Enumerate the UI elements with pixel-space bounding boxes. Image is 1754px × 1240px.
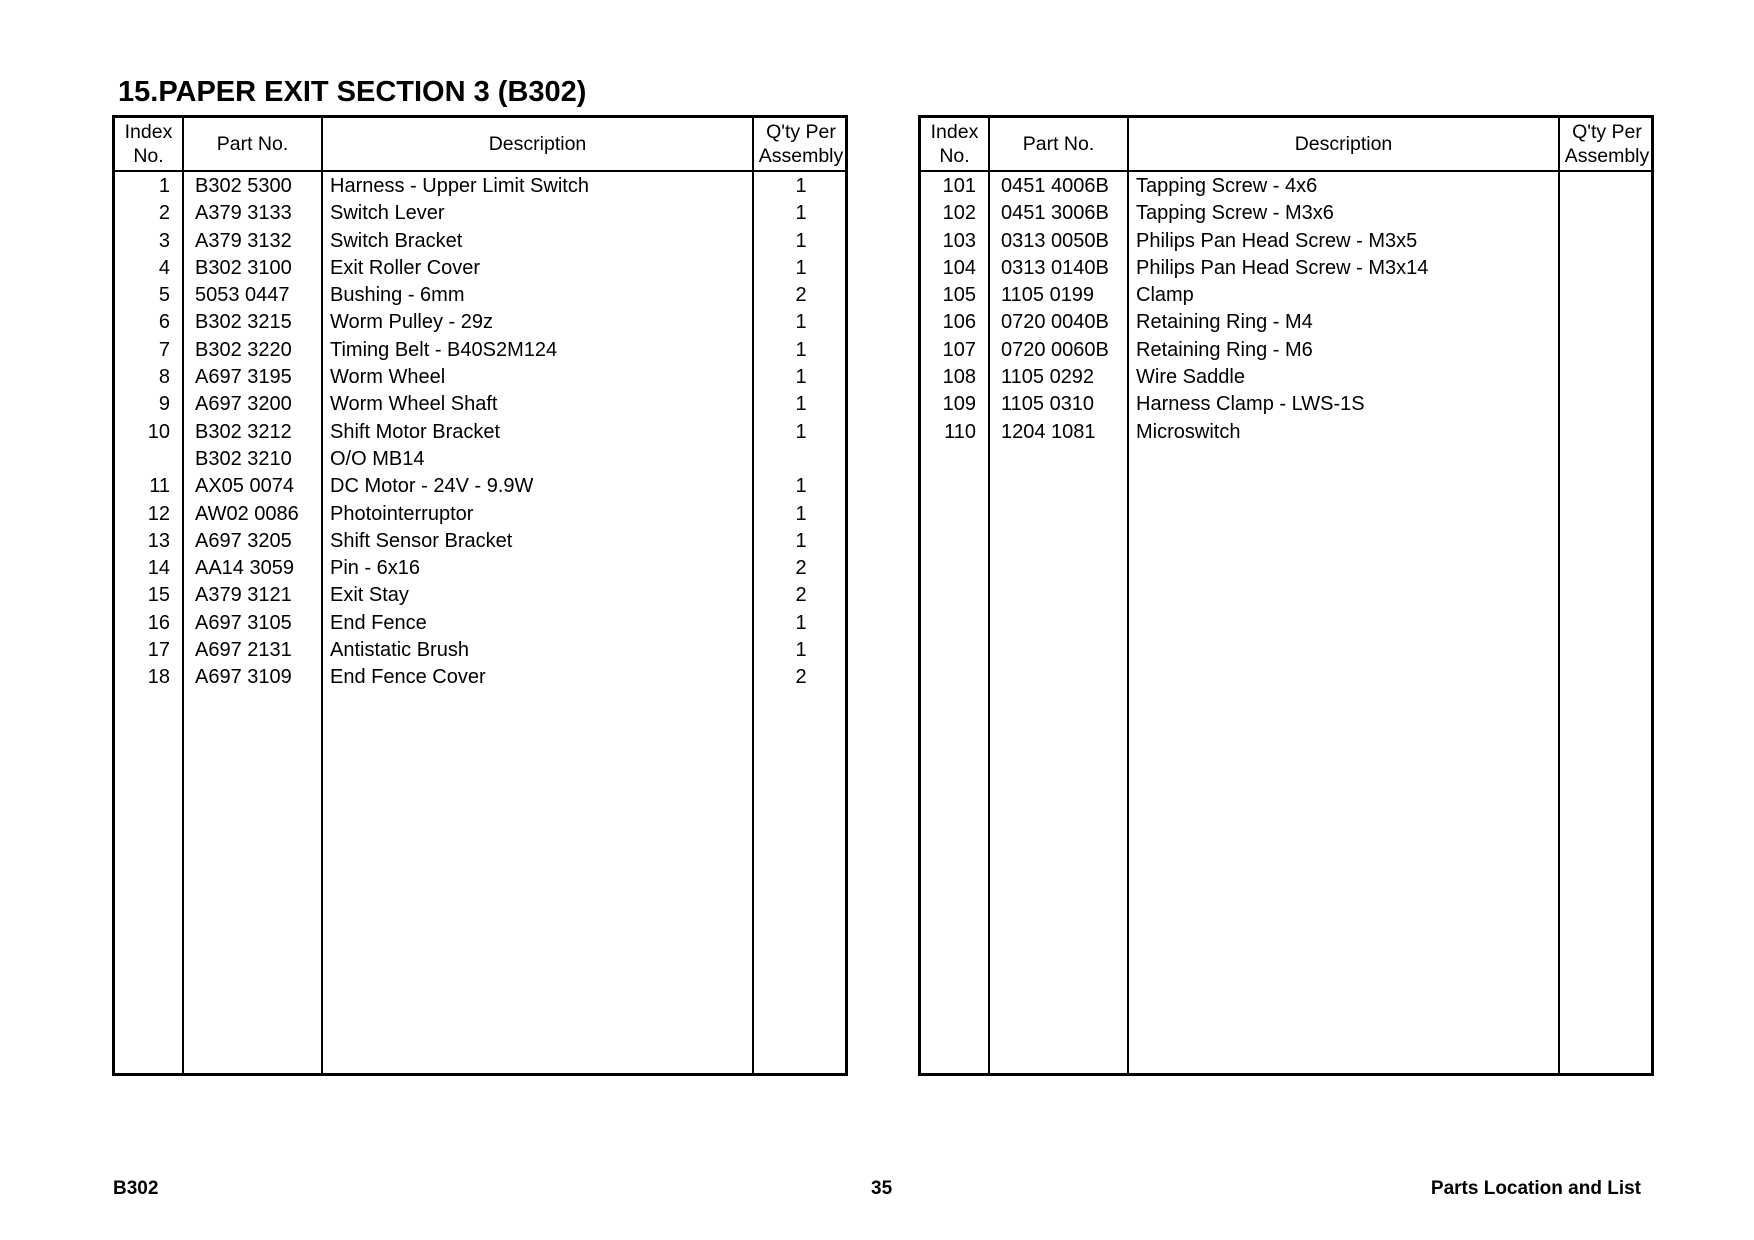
cell-index: 105 — [942, 284, 976, 307]
cell-qty: 1 — [795, 420, 807, 443]
cell-description: Exit Roller Cover — [330, 256, 481, 279]
cell-description: Clamp — [1136, 284, 1194, 307]
cell-index: 109 — [942, 393, 976, 416]
cell-part-no: A697 3195 — [195, 366, 292, 389]
table-row — [115, 664, 845, 691]
cell-qty: 1 — [795, 175, 807, 197]
cell-index: 14 — [147, 557, 170, 580]
header-qty: Q'ty Per Assembly — [758, 121, 844, 167]
cell-part-no: 0451 4006B — [1001, 175, 1109, 197]
cell-part-no: A697 3205 — [195, 529, 292, 552]
header-part-no: Part No. — [1022, 133, 1095, 155]
cell-index: 102 — [942, 202, 976, 225]
cell-description: Worm Pulley - 29z — [330, 311, 494, 334]
cell-index: 16 — [147, 611, 170, 634]
table-row — [115, 309, 845, 336]
cell-description: Switch Lever — [330, 202, 445, 225]
cell-description: Exit Stay — [330, 584, 409, 607]
cell-part-no: A379 3121 — [195, 584, 292, 607]
cell-index: 11 — [149, 475, 170, 498]
cell-index: 15 — [147, 584, 170, 607]
cell-description: Photointerruptor — [330, 502, 474, 525]
cell-part-no: A697 3109 — [195, 666, 292, 689]
cell-index: 107 — [942, 338, 976, 361]
header-divider — [115, 170, 845, 172]
cell-qty: 1 — [795, 366, 807, 389]
cell-description: Retaining Ring - M6 — [1136, 338, 1313, 361]
cell-part-no: A697 2131 — [195, 639, 292, 662]
cell-index: 110 — [944, 420, 976, 443]
table-row — [115, 255, 845, 282]
table-row — [115, 282, 845, 309]
cell-part-no: AX05 0074 — [195, 475, 294, 498]
cell-part-no: B302 3100 — [195, 256, 292, 279]
header-part-no: Part No. — [216, 133, 289, 155]
cell-qty: 1 — [795, 393, 807, 416]
cell-part-no: B302 5300 — [195, 175, 292, 197]
table-body-right — [921, 173, 1651, 446]
cell-part-no: A697 3200 — [195, 393, 292, 416]
table-row — [115, 337, 845, 364]
cell-part-no: AA14 3059 — [195, 557, 294, 580]
cell-qty: 2 — [795, 557, 807, 580]
cell-description: Shift Sensor Bracket — [330, 529, 513, 552]
table-row — [115, 419, 845, 446]
cell-index: 8 — [158, 366, 170, 389]
cell-qty: 1 — [795, 639, 807, 662]
header-qty: Q'ty Per Assembly — [1564, 121, 1650, 167]
cell-part-no: B302 3215 — [195, 311, 292, 334]
footer-section-name: Parts Location and List — [1430, 1178, 1641, 1199]
cell-part-no: 1105 0292 — [1001, 366, 1095, 389]
cell-part-no: 5053 0447 — [195, 284, 290, 307]
cell-index: 13 — [147, 529, 170, 552]
header-description: Description — [488, 133, 587, 155]
table-row — [921, 282, 1651, 309]
table-row — [921, 337, 1651, 364]
cell-description: O/O MB14 — [330, 447, 425, 470]
table-row — [115, 391, 845, 418]
cell-description: Antistatic Brush — [330, 639, 469, 662]
cell-qty: 1 — [795, 475, 807, 498]
cell-description: Bushing - 6mm — [330, 284, 465, 307]
cell-description: Philips Pan Head Screw - M3x14 — [1136, 256, 1429, 279]
cell-index: 106 — [942, 311, 976, 334]
cell-qty: 1 — [795, 502, 807, 525]
table-row — [115, 446, 845, 473]
cell-index: 7 — [158, 338, 170, 361]
cell-index: 104 — [942, 256, 976, 279]
footer-page-number: 35 — [871, 1178, 893, 1199]
table-row — [921, 255, 1651, 282]
cell-index: 6 — [158, 311, 170, 334]
table-row — [115, 637, 845, 664]
header-description: Description — [1294, 133, 1393, 155]
cell-qty: 1 — [795, 229, 807, 252]
parts-table-right — [918, 115, 1654, 1076]
cell-qty: 2 — [795, 666, 807, 689]
cell-index: 108 — [942, 366, 976, 389]
cell-description: DC Motor - 24V - 9.9W — [330, 475, 534, 498]
cell-index: 12 — [147, 502, 170, 525]
table-row — [115, 173, 845, 200]
cell-qty: 2 — [795, 284, 807, 307]
cell-description: Worm Wheel Shaft — [330, 393, 498, 416]
table-row — [921, 309, 1651, 336]
cell-part-no: AW02 0086 — [195, 502, 299, 525]
cell-index: 103 — [942, 229, 976, 252]
table-body-left — [115, 173, 845, 692]
cell-description: End Fence — [330, 611, 427, 634]
cell-index: 101 — [942, 175, 976, 197]
header-index: Index No. — [124, 121, 173, 167]
cell-part-no: 0720 0060B — [1001, 338, 1109, 361]
table-row — [115, 528, 845, 555]
cell-description: Microswitch — [1136, 420, 1241, 443]
table-row — [115, 473, 845, 500]
cell-qty: 1 — [795, 529, 807, 552]
cell-qty: 1 — [795, 338, 807, 361]
cell-qty: 1 — [795, 256, 807, 279]
cell-index: 18 — [147, 666, 170, 689]
cell-description: Tapping Screw - 4x6 — [1136, 175, 1318, 197]
table-row — [921, 419, 1651, 446]
cell-qty: 1 — [795, 611, 807, 634]
cell-index: 10 — [147, 420, 170, 443]
cell-description: Wire Saddle — [1136, 366, 1245, 389]
table-row — [115, 582, 845, 609]
table-row — [115, 610, 845, 637]
cell-description: Harness Clamp - LWS-1S — [1136, 393, 1365, 416]
cell-index: 1 — [158, 175, 170, 197]
cell-part-no: B302 3220 — [195, 338, 292, 361]
cell-description: Retaining Ring - M4 — [1136, 311, 1313, 334]
cell-description: Harness - Upper Limit Switch — [330, 175, 589, 197]
cell-part-no: 0313 0140B — [1001, 256, 1109, 279]
cell-description: Tapping Screw - M3x6 — [1136, 202, 1334, 225]
cell-description: Shift Motor Bracket — [330, 420, 501, 443]
cell-index: 2 — [158, 202, 170, 225]
cell-part-no: A379 3132 — [195, 229, 292, 252]
cell-part-no: 0451 3006B — [1001, 202, 1109, 225]
table-row — [115, 200, 845, 227]
cell-qty: 1 — [795, 202, 807, 225]
cell-part-no: 1204 1081 — [1001, 420, 1096, 443]
cell-part-no: B302 3210 — [195, 447, 292, 470]
cell-description: Worm Wheel — [330, 366, 446, 389]
cell-part-no: 1105 0199 — [1001, 284, 1095, 307]
table-row — [921, 200, 1651, 227]
cell-part-no: A697 3105 — [195, 611, 292, 634]
footer-model: B302 — [113, 1178, 159, 1199]
cell-index: 17 — [147, 639, 170, 662]
cell-part-no: 0313 0050B — [1001, 229, 1109, 252]
cell-index: 3 — [158, 229, 170, 252]
cell-part-no: 1105 0310 — [1001, 393, 1095, 416]
table-row — [115, 364, 845, 391]
parts-table-left — [112, 115, 848, 1076]
cell-index: 9 — [158, 393, 170, 416]
cell-part-no: A379 3133 — [195, 202, 292, 225]
cell-part-no: 0720 0040B — [1001, 311, 1109, 334]
cell-qty: 2 — [795, 584, 807, 607]
cell-qty: 1 — [795, 311, 807, 334]
cell-description: Timing Belt - B40S2M124 — [330, 338, 558, 361]
cell-description: Philips Pan Head Screw - M3x5 — [1136, 229, 1418, 252]
table-row — [115, 228, 845, 255]
table-row — [921, 391, 1651, 418]
cell-index: 4 — [158, 256, 170, 279]
cell-description: End Fence Cover — [330, 666, 486, 689]
cell-description: Switch Bracket — [330, 229, 463, 252]
cell-description: Pin - 6x16 — [330, 557, 421, 580]
cell-part-no: B302 3212 — [195, 420, 292, 443]
table-row — [921, 228, 1651, 255]
table-row — [921, 173, 1651, 200]
header-index: Index No. — [930, 121, 979, 167]
header-divider — [921, 170, 1651, 172]
cell-index: 5 — [158, 284, 170, 307]
page-title: 15.PAPER EXIT SECTION 3 (B302) — [118, 76, 587, 108]
table-row — [115, 501, 845, 528]
table-row — [115, 555, 845, 582]
table-row — [921, 364, 1651, 391]
